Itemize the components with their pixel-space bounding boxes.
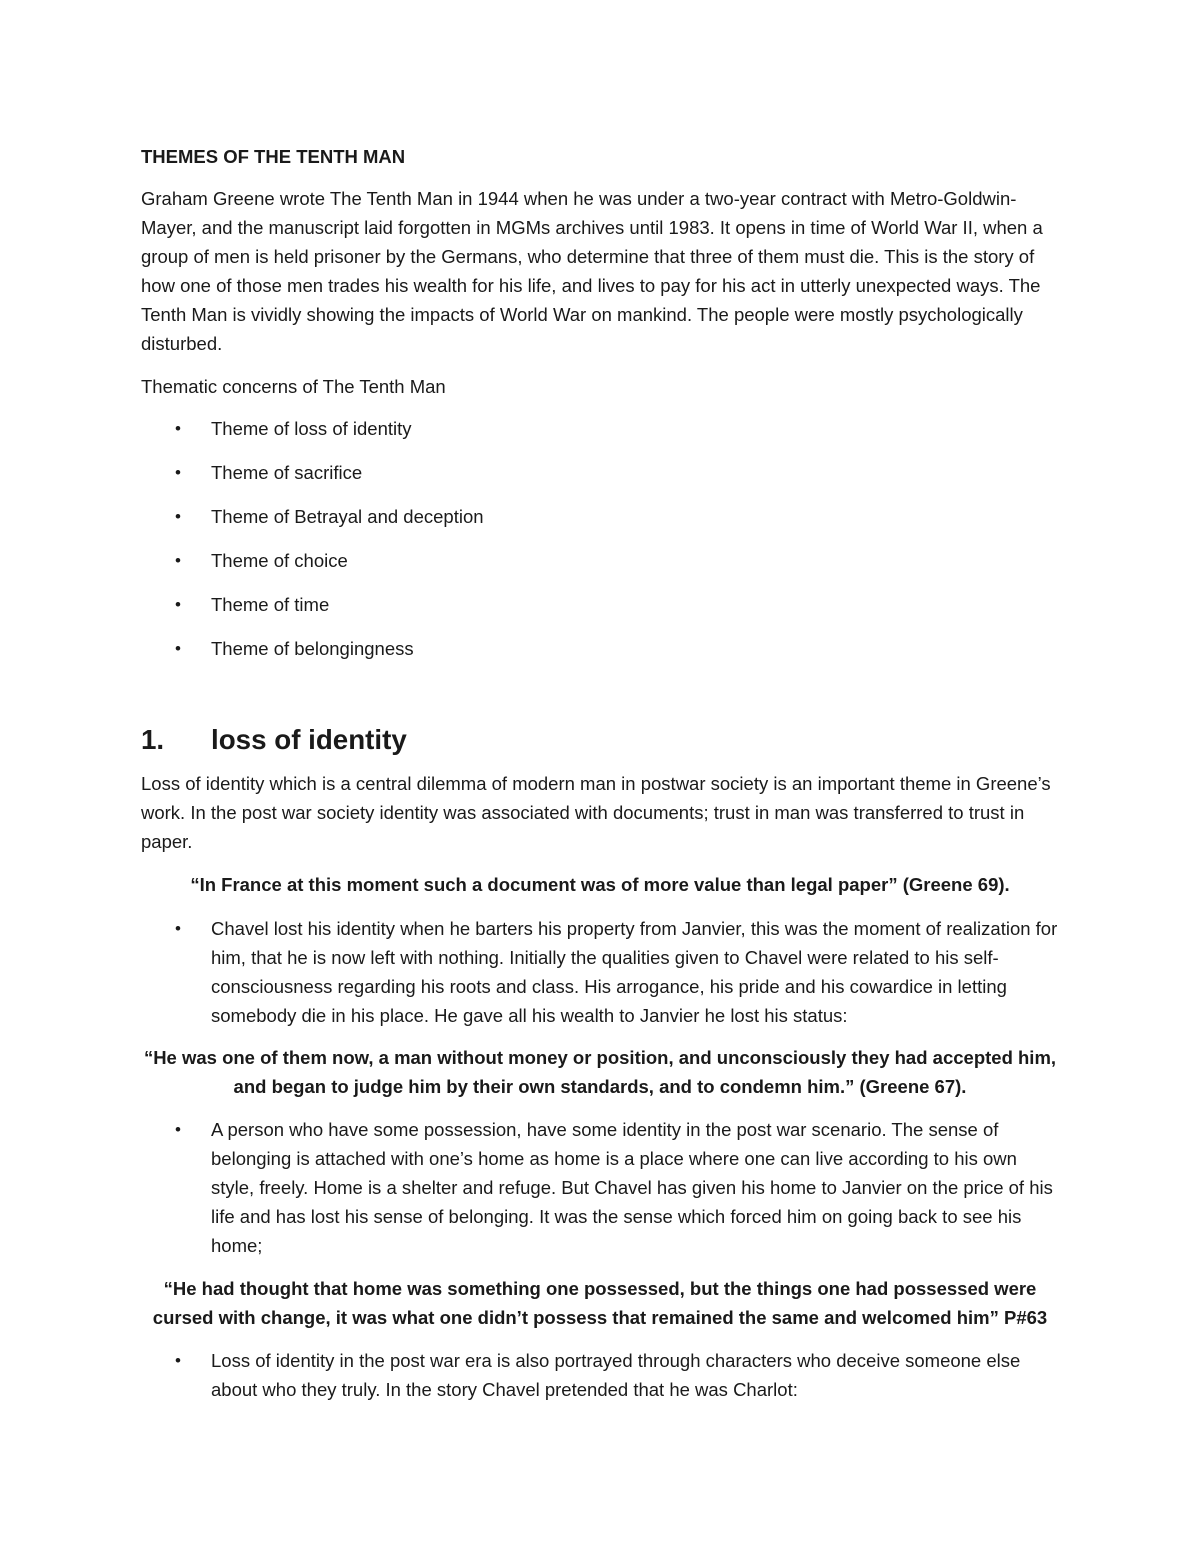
bullet-icon: •	[175, 639, 181, 658]
theme-label: Theme of loss of identity	[211, 418, 412, 439]
list-item	[141, 546, 484, 590]
block-quote: “He had thought that home was something one possessed, but the things one had possessed were cursed with change, it was what one didn’t possess that remained the same and welcomed him” P#63	[152, 1278, 1048, 1328]
bullet-icon: •	[175, 1351, 181, 1370]
section-title: loss of identity	[211, 724, 407, 755]
thematic-heading: Thematic concerns of The Tenth Man	[141, 376, 446, 397]
bullet-paragraph	[175, 914, 1061, 1030]
list-item	[141, 590, 484, 634]
list-item	[141, 414, 484, 458]
bullet-paragraph	[175, 1346, 1061, 1404]
intro-paragraph: Graham Greene wrote The Tenth Man in 1944 when he was under a two-year contract with Metro-Goldwin-Mayer, and the manuscript laid forgotten in MGMs archives until 1983. It opens in time of World War II, when a group of men is held prisoner by the Germans, who determine that three of them must die. This is the story of how one of those men trades his wealth for his life, and lives to pay for his act in utterly unexpected ways. The Tenth Man is vividly showing the impacts of World War on mankind. The people were mostly psychologically disturbed.	[141, 188, 1043, 354]
theme-label: Theme of Betrayal and deception	[211, 506, 484, 527]
section-heading	[141, 725, 407, 754]
bullet-paragraph-text: Chavel lost his identity when he barters his property from Janvier, this was the moment of realization for him, that he is now left with nothing. Initially the qualities given to Chavel were related to his self-consciousness regarding his roots and class. His arrogance, his pride and his cowardice in letting somebody die in his place. He gave all his wealth to Janvier he lost his status:	[211, 918, 1058, 1026]
list-item	[141, 502, 484, 546]
bullet-icon: •	[175, 919, 181, 938]
bullet-icon: •	[175, 507, 181, 526]
bullet-paragraph-text: A person who have some possession, have some identity in the post war scenario. The sense of belonging is attached with one’s home as home is a place where one can live according to his own style, freely. Home is a shelter and refuge. But Chavel has given his home to Janvier on the price of his life and has lost his sense of belonging. It was the sense which forced him on going back to see his home;	[211, 1119, 1053, 1256]
block-quote: “He was one of them now, a man without money or position, and unconsciously they had accepted him, and began to judge him by their own standards, and to condemn him.” (Greene 67).	[143, 1047, 1057, 1097]
section-paragraph: Loss of identity which is a central dilemma of modern man in postwar society is an important theme in Greene’s work. In the post war society identity was associated with documents; trust in man was transferred to trust in paper.	[141, 773, 1051, 852]
bullet-icon: •	[175, 419, 181, 438]
list-item	[141, 634, 484, 678]
bullet-paragraph-text: Loss of identity in the post war era is also portrayed through characters who deceive someone else about who they truly. In the story Chavel pretended that he was Charlot:	[211, 1350, 1021, 1400]
theme-label: Theme of time	[211, 594, 330, 615]
theme-list	[141, 414, 484, 678]
document-title: THEMES OF THE TENTH MAN	[141, 146, 406, 167]
theme-label: Theme of choice	[211, 550, 348, 571]
theme-label: Theme of sacrifice	[211, 462, 363, 483]
bullet-icon: •	[175, 595, 181, 614]
section-number: 1.	[141, 724, 165, 755]
bullet-icon: •	[175, 1120, 181, 1139]
bullet-icon: •	[175, 551, 181, 570]
block-quote: “In France at this moment such a document was of more value than legal paper” (Greene 69).	[190, 874, 1010, 895]
bullet-paragraph	[175, 1115, 1061, 1260]
theme-label: Theme of belongingness	[211, 638, 414, 659]
bullet-icon: •	[175, 463, 181, 482]
list-item	[141, 458, 484, 502]
